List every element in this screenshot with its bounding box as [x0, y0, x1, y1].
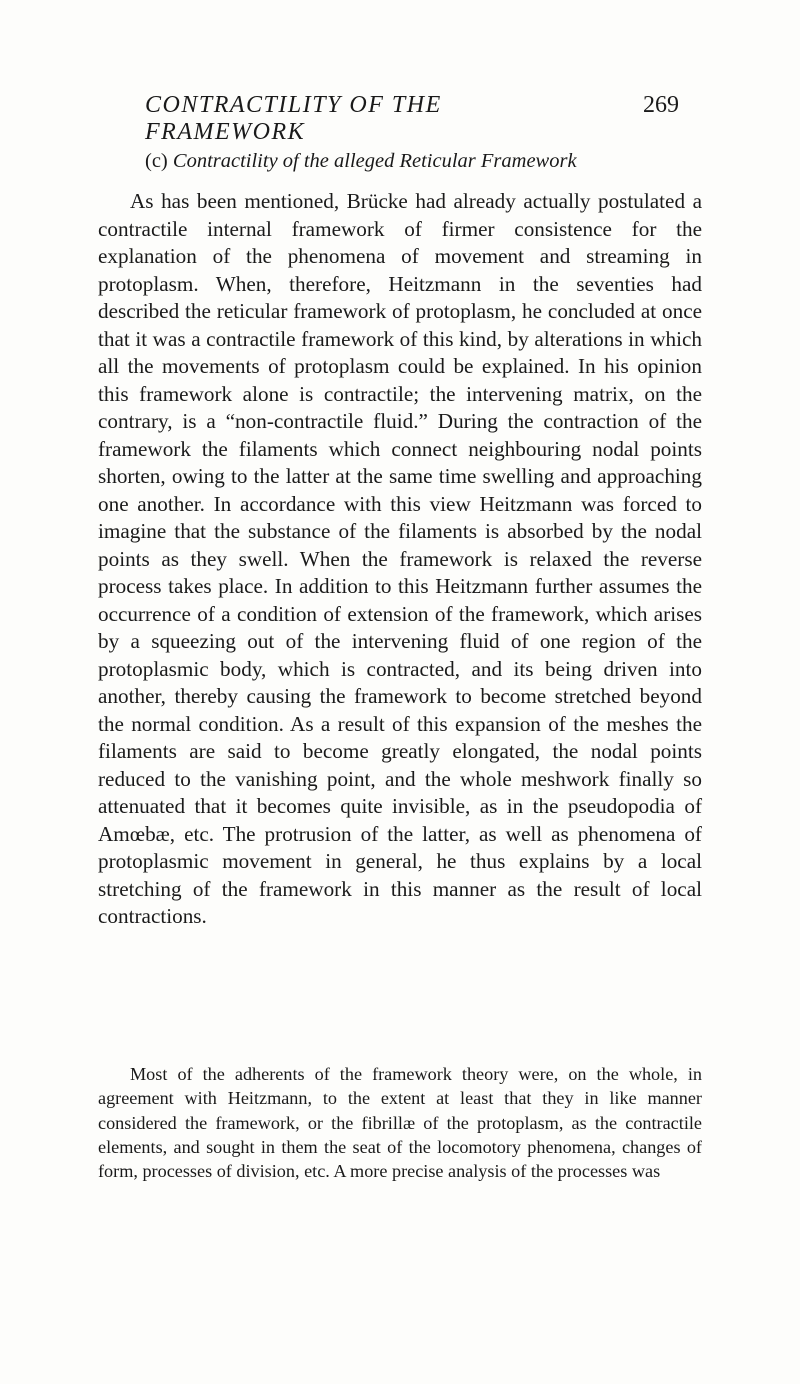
- section-heading: [145, 150, 665, 173]
- small-print-paragraph: Most of the adherents of the framework theory were, on the whole, in agreement with Heitzmann, to the extent at least that they in like manner considered the framework, or the fibrillæ of the protoplasm, as the contractile elements, and sought in them the seat of the locomotory phenomena, changes of form, processes of division, etc. A more precise analysis of the processes was: [98, 1064, 702, 1182]
- page-number: 269: [643, 92, 679, 118]
- section-label: (c): [145, 150, 168, 172]
- section-title: Contractility of the alleged Reticular Framework: [172, 150, 577, 172]
- main-paragraph: As has been mentioned, Brücke had already actually postulated a contractile internal framework of firmer consistence for the explanation of the phenomena of movement and streaming in protoplasm. When, therefore, Heitzmann in the seventies had described the reticular framework of protoplasm, he concluded at once that it was a contractile framework of this kind, by alterations in which all the movements of protoplasm could be explained. In his opinion this framework alone is contractile; the intervening matrix, on the contrary, is a “non-contractile fluid.” During the contraction of the framework the filaments which connect neighbouring nodal points shorten, owing to the latter at the same time swelling and approaching one another. In accordance with this view Heitzmann was forced to imagine that the substance of the filaments is absorbed by the nodal points as they swell. When the framework is relaxed the reverse process takes place. In addition to this Heitzmann further assumes the occurrence of a condition of extension of the framework, which arises by a squeezing out of the intervening fluid of one region of the protoplasmic body, which is contracted, and its being driven into another, thereby causing the framework to become stretched beyond the normal condition. As a result of this expansion of the meshes the filaments are said to become greatly elongated, the nodal points reduced to the vanishing point, and the whole meshwork finally so attenuated that it becomes quite invisible, as in the pseudopodia of Amœbæ, etc. The protrusion of the latter, as well as phenomena of protoplasmic movement in general, he thus explains by a local stretching of the framework in this manner as the result of local contractions.: [98, 189, 702, 928]
- running-header: CONTRACTILITY OF THE FRAMEWORK: [145, 92, 442, 145]
